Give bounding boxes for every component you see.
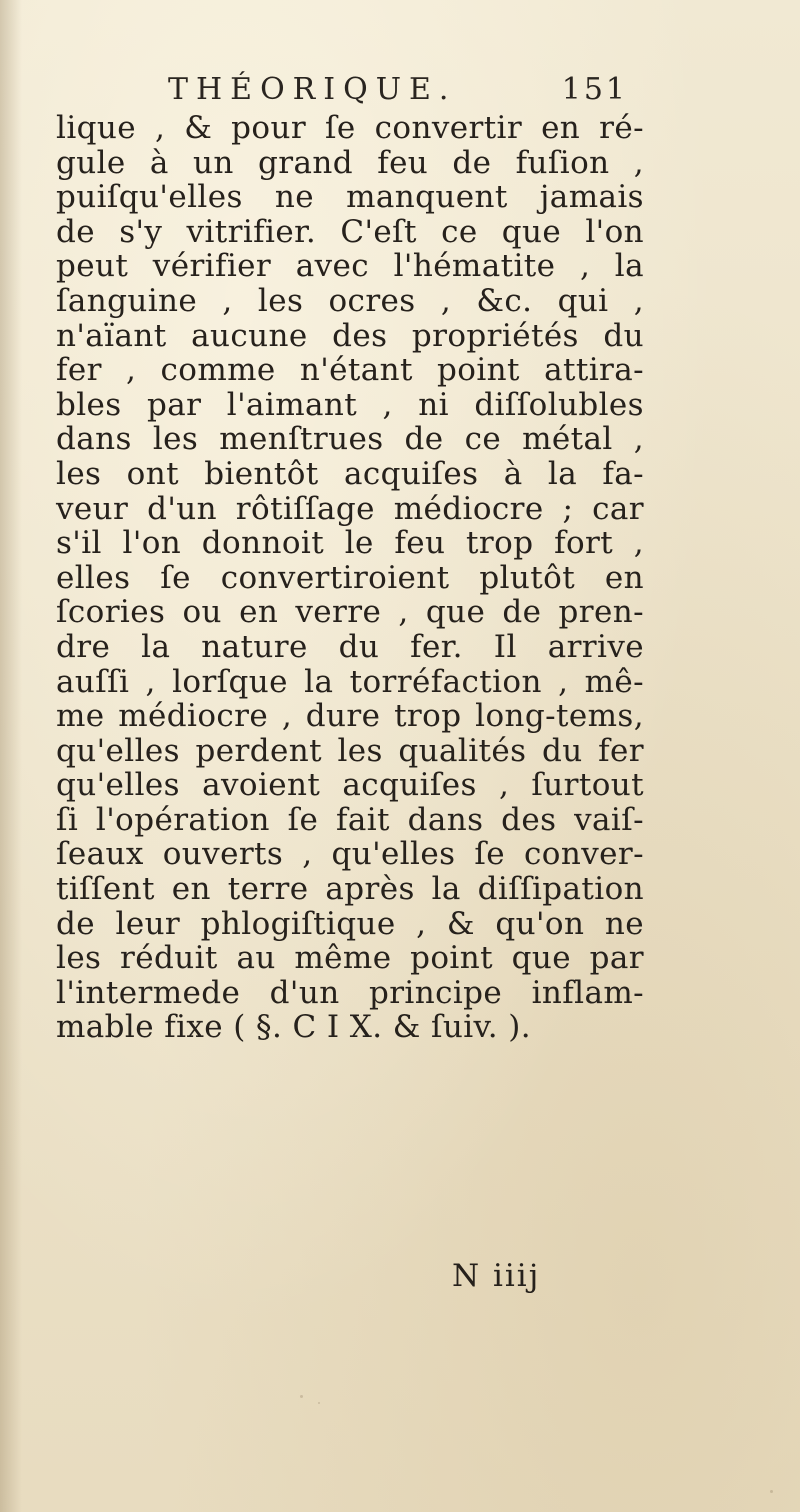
text-line: mable fixe ( §. C I X. & ſuiv. ). xyxy=(56,1009,532,1046)
paper-speck xyxy=(300,1395,303,1398)
text-line: ſi l'opération ſe fait dans des vaiſ- xyxy=(56,801,644,838)
text-line: ſeaux ouverts , qu'elles ſe conver- xyxy=(56,836,644,873)
text-line: peut vérifier avec l'hématite , la xyxy=(56,248,644,285)
text-line: veur d'un rôtiſſage médiocre ; car xyxy=(56,490,644,527)
running-head: THÉORIQUE. xyxy=(168,72,457,107)
paper-speck xyxy=(770,1490,773,1493)
text-line: l'intermede d'un principe inflam- xyxy=(56,974,644,1011)
text-line: me médiocre , dure trop long-tems, xyxy=(56,698,644,735)
text-line: dans les menſtrues de ce métal , xyxy=(56,421,644,458)
text-line: bles par l'aimant , ni diſſolubles xyxy=(56,386,644,423)
text-line: de s'y vitrifier. C'eſt ce que l'on xyxy=(56,213,644,250)
text-line: n'aïant aucune des propriétés du xyxy=(56,317,644,354)
text-line: qu'elles perdent les qualités du fer xyxy=(56,732,644,769)
text-line: les réduit au même point que par xyxy=(56,940,644,977)
signature-mark: N iiij xyxy=(452,1258,541,1294)
text-line: elles ſe convertiroient plutôt en xyxy=(56,559,644,596)
paper-speck xyxy=(318,1402,320,1404)
text-line: dre la nature du fer. Il arrive xyxy=(56,628,644,665)
text-line: les ont bientôt acquiſes à la fa- xyxy=(56,455,644,492)
text-line: qu'elles avoient acquiſes , ſurtout xyxy=(56,767,644,804)
text-line: gule à un grand feu de fuſion , xyxy=(56,144,644,181)
text-line: fer , comme n'étant point attira- xyxy=(56,352,644,389)
page-header xyxy=(168,70,628,110)
gutter-shadow xyxy=(0,0,22,1512)
text-line: s'il l'on donnoit le feu trop fort , xyxy=(56,525,644,562)
text-line: de leur phlogiſtique , & qu'on ne xyxy=(56,905,644,942)
body-text xyxy=(56,111,644,1045)
text-line: auſſi , lorſque la torréfaction , mê- xyxy=(56,663,644,700)
page-number: 151 xyxy=(561,72,628,107)
text-line: ſcories ou en verre , que de pren- xyxy=(56,594,644,631)
text-line: tiſſent en terre après la diſſipation xyxy=(56,871,644,908)
text-line: puiſqu'elles ne manquent jamais xyxy=(56,179,644,216)
text-line: ſanguine , les ocres , &c. qui , xyxy=(56,282,644,319)
text-line: lique , & pour ſe convertir en ré- xyxy=(56,110,644,146)
